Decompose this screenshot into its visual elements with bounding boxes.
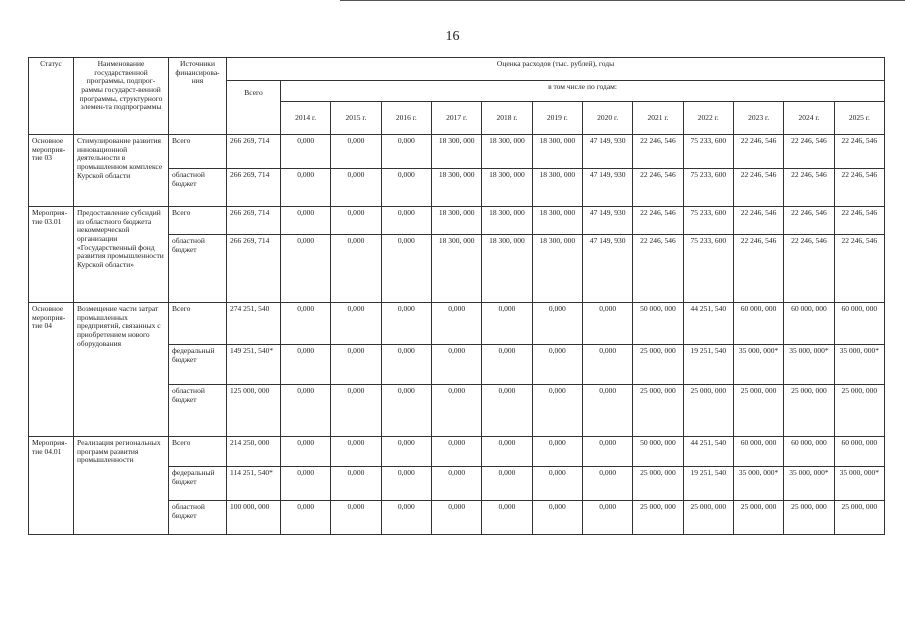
year-value-cell: 0,000 — [582, 385, 632, 437]
source-cell: областной бюджет — [169, 169, 227, 207]
page-number: 16 — [445, 29, 460, 44]
year-value-cell: 18 300, 000 — [532, 207, 582, 235]
year-value-cell: 0,000 — [331, 467, 381, 501]
year-value-cell: 0,000 — [331, 169, 381, 207]
year-value-cell: 60 000, 000 — [784, 437, 834, 467]
total-cell: 114 251, 540* — [227, 467, 281, 501]
item-name-cell: Предоставление субсидий из областного бюджета некоммерческой организации «Государственный фонд развития промышленности Курской области» — [74, 207, 169, 303]
year-value-cell: 0,000 — [582, 437, 632, 467]
item-name-cell: Возмещение части затрат промышленных предприятий, связанных с приобретением нового оборудования — [74, 303, 169, 437]
year-value-cell: 50 000, 000 — [633, 437, 683, 467]
year-value-cell: 0,000 — [381, 303, 431, 345]
year-value-cell: 18 300, 000 — [482, 235, 532, 303]
year-value-cell: 60 000, 000 — [733, 437, 783, 467]
year-value-cell: 18 300, 000 — [532, 169, 582, 207]
year-value-cell: 75 233, 600 — [683, 169, 733, 207]
total-cell: 100 000, 000 — [227, 501, 281, 535]
year-value-cell: 0,000 — [532, 303, 582, 345]
year-value-cell: 22 246, 546 — [733, 135, 783, 169]
year-value-cell: 18 300, 000 — [532, 235, 582, 303]
year-value-cell: 19 251, 540 — [683, 345, 733, 385]
year-value-cell: 0,000 — [431, 437, 481, 467]
year-value-cell: 0,000 — [281, 467, 331, 501]
year-value-cell: 22 246, 546 — [784, 235, 834, 303]
year-value-cell: 25 000, 000 — [733, 501, 783, 535]
header-status: Статус — [29, 58, 74, 135]
year-value-cell: 0,000 — [532, 467, 582, 501]
year-value-cell: 25 000, 000 — [784, 501, 834, 535]
year-value-cell: 0,000 — [381, 501, 431, 535]
year-value-cell: 0,000 — [331, 135, 381, 169]
table-row — [29, 437, 885, 467]
year-value-cell: 0,000 — [431, 385, 481, 437]
year-value-cell: 35 000, 000* — [784, 467, 834, 501]
year-value-cell: 0,000 — [431, 467, 481, 501]
total-cell: 214 250, 000 — [227, 437, 281, 467]
year-value-cell: 0,000 — [532, 437, 582, 467]
year-value-cell: 0,000 — [331, 235, 381, 303]
year-value-cell: 22 246, 546 — [733, 235, 783, 303]
year-value-cell: 18 300, 000 — [532, 135, 582, 169]
source-cell: федеральный бюджет — [169, 467, 227, 501]
year-value-cell: 22 246, 546 — [784, 135, 834, 169]
year-value-cell: 0,000 — [532, 385, 582, 437]
year-value-cell: 22 246, 546 — [733, 207, 783, 235]
header-year: 2014 г. — [281, 102, 331, 135]
year-value-cell: 22 246, 546 — [834, 169, 884, 207]
year-value-cell: 25 000, 000 — [733, 385, 783, 437]
source-cell: федеральный бюджет — [169, 345, 227, 385]
year-value-cell: 47 149, 930 — [582, 169, 632, 207]
year-value-cell: 0,000 — [482, 467, 532, 501]
source-cell: Всего — [169, 437, 227, 467]
year-value-cell: 18 300, 000 — [482, 207, 532, 235]
year-value-cell: 75 233, 600 — [683, 135, 733, 169]
year-value-cell: 0,000 — [281, 385, 331, 437]
year-value-cell: 22 246, 546 — [733, 169, 783, 207]
total-cell: 266 269, 714 — [227, 207, 281, 235]
year-value-cell: 60 000, 000 — [834, 303, 884, 345]
source-cell: областной бюджет — [169, 501, 227, 535]
table-row — [29, 135, 885, 169]
year-value-cell: 50 000, 000 — [633, 303, 683, 345]
year-value-cell: 18 300, 000 — [431, 135, 481, 169]
year-value-cell: 0,000 — [381, 437, 431, 467]
header-by-years: в том числе по годам: — [281, 81, 885, 102]
year-value-cell: 0,000 — [381, 345, 431, 385]
source-cell: областной бюджет — [169, 235, 227, 303]
year-value-cell: 0,000 — [532, 501, 582, 535]
total-cell: 274 251, 540 — [227, 303, 281, 345]
year-value-cell: 0,000 — [381, 169, 431, 207]
year-value-cell: 75 233, 600 — [683, 235, 733, 303]
year-value-cell: 22 246, 546 — [784, 169, 834, 207]
year-value-cell: 22 246, 546 — [834, 207, 884, 235]
year-value-cell: 22 246, 546 — [834, 135, 884, 169]
year-value-cell: 25 000, 000 — [683, 385, 733, 437]
year-value-cell: 0,000 — [331, 207, 381, 235]
table-header — [29, 58, 885, 135]
year-value-cell: 0,000 — [381, 385, 431, 437]
header-year: 2021 г. — [633, 102, 683, 135]
year-value-cell: 22 246, 546 — [633, 169, 683, 207]
header-year: 2022 г. — [683, 102, 733, 135]
header-year: 2020 г. — [582, 102, 632, 135]
total-cell: 149 251, 540* — [227, 345, 281, 385]
year-value-cell: 47 149, 930 — [582, 207, 632, 235]
year-value-cell: 0,000 — [431, 345, 481, 385]
source-cell: Всего — [169, 135, 227, 169]
header-total: Всего — [227, 81, 281, 135]
table-row — [29, 303, 885, 345]
year-value-cell: 0,000 — [431, 501, 481, 535]
source-cell: Всего — [169, 207, 227, 235]
year-value-cell: 0,000 — [482, 385, 532, 437]
year-value-cell: 47 149, 930 — [582, 135, 632, 169]
year-value-cell: 0,000 — [331, 437, 381, 467]
status-cell: Основное мероприя-тие 04 — [29, 303, 74, 437]
year-value-cell: 60 000, 000 — [784, 303, 834, 345]
year-value-cell: 35 000, 000* — [733, 467, 783, 501]
year-value-cell: 0,000 — [482, 345, 532, 385]
year-value-cell: 22 246, 546 — [784, 207, 834, 235]
year-value-cell: 0,000 — [331, 385, 381, 437]
year-value-cell: 0,000 — [381, 207, 431, 235]
year-value-cell: 0,000 — [582, 501, 632, 535]
year-value-cell: 22 246, 546 — [834, 235, 884, 303]
header-year: 2019 г. — [532, 102, 582, 135]
status-cell: Мероприя-тие 04.01 — [29, 437, 74, 535]
year-value-cell: 18 300, 000 — [431, 169, 481, 207]
item-name-cell: Реализация региональных программ развития промышленности — [74, 437, 169, 535]
year-value-cell: 75 233, 600 — [683, 207, 733, 235]
year-value-cell: 18 300, 000 — [482, 169, 532, 207]
total-cell: 266 269, 714 — [227, 169, 281, 207]
year-value-cell: 25 000, 000 — [834, 385, 884, 437]
year-value-cell: 0,000 — [281, 303, 331, 345]
year-value-cell: 35 000, 000* — [733, 345, 783, 385]
year-value-cell: 25 000, 000 — [633, 501, 683, 535]
year-value-cell: 0,000 — [331, 501, 381, 535]
year-value-cell: 44 251, 540 — [683, 303, 733, 345]
header-estimate: Оценка расходов (тыс. рублей), годы — [227, 58, 885, 81]
total-cell: 125 000, 000 — [227, 385, 281, 437]
year-value-cell: 0,000 — [482, 501, 532, 535]
header-year: 2024 г. — [784, 102, 834, 135]
year-value-cell: 35 000, 000* — [784, 345, 834, 385]
header-year: 2017 г. — [431, 102, 481, 135]
table-body — [29, 135, 885, 535]
year-value-cell: 0,000 — [281, 501, 331, 535]
year-value-cell: 25 000, 000 — [633, 385, 683, 437]
year-value-cell: 0,000 — [331, 345, 381, 385]
year-value-cell: 25 000, 000 — [633, 345, 683, 385]
year-value-cell: 0,000 — [532, 345, 582, 385]
header-year: 2015 г. — [331, 102, 381, 135]
header-year: 2016 г. — [381, 102, 431, 135]
year-value-cell: 18 300, 000 — [482, 135, 532, 169]
year-value-cell: 35 000, 000* — [834, 345, 884, 385]
year-value-cell: 0,000 — [281, 169, 331, 207]
header-year: 2023 г. — [733, 102, 783, 135]
year-value-cell: 47 149, 930 — [582, 235, 632, 303]
year-value-cell: 0,000 — [281, 235, 331, 303]
year-value-cell: 22 246, 546 — [633, 235, 683, 303]
source-cell: Всего — [169, 303, 227, 345]
year-value-cell: 0,000 — [331, 303, 381, 345]
year-value-cell: 0,000 — [281, 345, 331, 385]
year-value-cell: 60 000, 000 — [834, 437, 884, 467]
header-year: 2025 г. — [834, 102, 884, 135]
top-rule — [340, 0, 905, 1]
total-cell: 266 269, 714 — [227, 135, 281, 169]
year-value-cell: 25 000, 000 — [683, 501, 733, 535]
year-value-cell: 0,000 — [482, 437, 532, 467]
year-value-cell: 0,000 — [482, 303, 532, 345]
year-value-cell: 19 251, 540 — [683, 467, 733, 501]
expenses-table — [28, 57, 885, 535]
year-value-cell: 0,000 — [281, 437, 331, 467]
year-value-cell: 44 251, 540 — [683, 437, 733, 467]
year-value-cell: 60 000, 000 — [733, 303, 783, 345]
header-name: Наименование государственной программы, подпрог-раммы государст-венной программы, структурного элемен-та подпрограммы — [74, 58, 169, 135]
year-value-cell: 18 300, 000 — [431, 235, 481, 303]
total-cell: 266 269, 714 — [227, 235, 281, 303]
year-value-cell: 35 000, 000* — [834, 467, 884, 501]
year-value-cell: 25 000, 000 — [834, 501, 884, 535]
year-value-cell: 25 000, 000 — [633, 467, 683, 501]
year-value-cell: 0,000 — [381, 235, 431, 303]
year-value-cell: 0,000 — [582, 303, 632, 345]
year-value-cell: 0,000 — [582, 467, 632, 501]
year-value-cell: 18 300, 000 — [431, 207, 481, 235]
item-name-cell: Стимулирование развития инновационной деятельности в промышленном комплексе Курской области — [74, 135, 169, 207]
table-row — [29, 207, 885, 235]
source-cell: областной бюджет — [169, 385, 227, 437]
header-year: 2018 г. — [482, 102, 532, 135]
year-value-cell: 25 000, 000 — [784, 385, 834, 437]
year-value-cell: 0,000 — [431, 303, 481, 345]
status-cell: Основное мероприя-тие 03 — [29, 135, 74, 207]
status-cell: Мероприя-тие 03.01 — [29, 207, 74, 303]
year-value-cell: 0,000 — [381, 467, 431, 501]
year-value-cell: 22 246, 546 — [633, 135, 683, 169]
year-value-cell: 22 246, 546 — [633, 207, 683, 235]
year-value-cell: 0,000 — [381, 135, 431, 169]
header-source: Источники финансирова-ния — [169, 58, 227, 135]
year-value-cell: 0,000 — [281, 135, 331, 169]
year-value-cell: 0,000 — [281, 207, 331, 235]
year-value-cell: 0,000 — [582, 345, 632, 385]
